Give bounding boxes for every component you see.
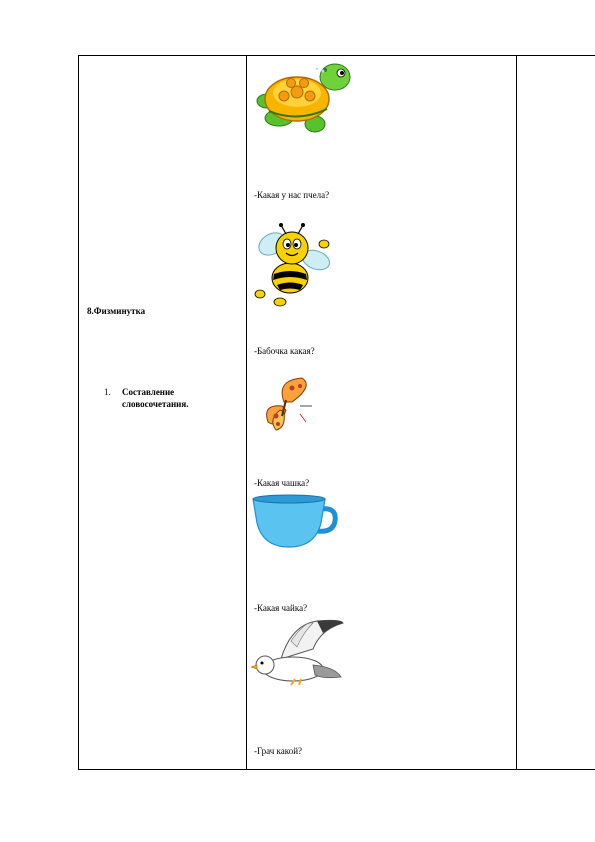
table-bottom-border: [78, 769, 595, 770]
list-item-line2: словосочетания.: [122, 399, 189, 409]
question-seagull: -Какая чайка?: [254, 603, 308, 613]
butterfly-image: [262, 376, 318, 434]
question-rook: -Грач какой?: [254, 746, 303, 756]
table-top-border: [78, 55, 595, 56]
table-left-border: [78, 55, 79, 770]
section-heading: 8.Физминутка: [87, 306, 146, 316]
bee-image: [250, 222, 334, 308]
question-bee: -Какая у нас пчела?: [254, 190, 330, 200]
seagull-image: [251, 619, 345, 689]
column-divider-2: [516, 55, 517, 770]
list-item-line1: Составление: [122, 387, 175, 397]
cup-image: [249, 493, 339, 549]
question-butterfly: -Бабочка какая?: [254, 346, 315, 356]
question-cup: -Какая чашка?: [254, 478, 310, 488]
list-number: 1.: [104, 387, 111, 397]
column-divider-1: [246, 55, 247, 770]
turtle-image: [251, 61, 357, 137]
